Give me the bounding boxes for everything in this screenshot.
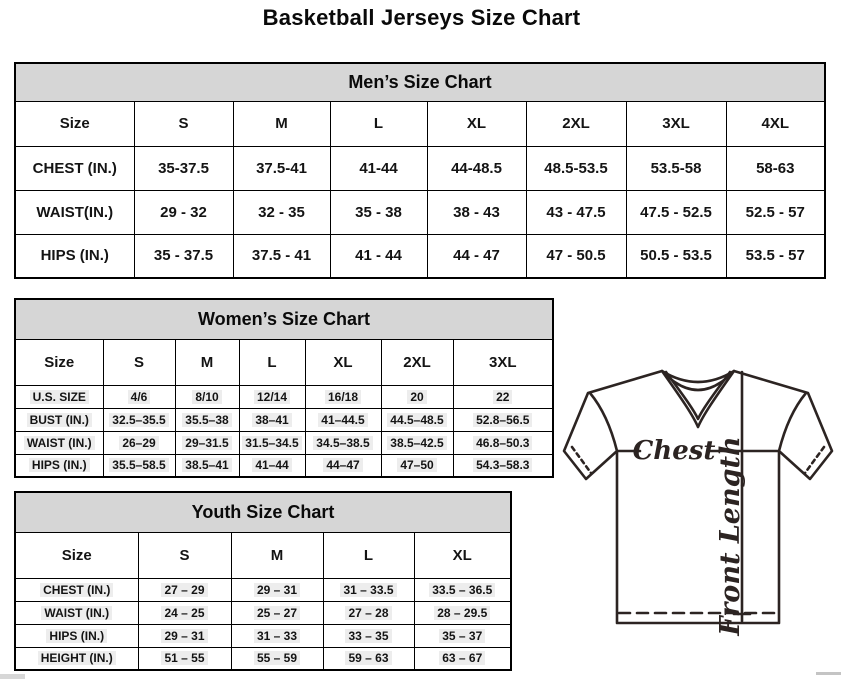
mens-table-row — [15, 234, 825, 278]
cell-value: 59 – 63 — [345, 651, 391, 665]
cell-value: 29 - 32 — [160, 203, 207, 221]
cell-value: 35 – 37 — [439, 629, 485, 643]
cell-value: 37.5-41 — [256, 159, 307, 177]
womens-chart-title: Women’s Size Chart — [15, 299, 553, 339]
cell-value: 29 – 31 — [161, 629, 207, 643]
cell-value: 41–44 — [252, 458, 291, 472]
cell-value: 24 – 25 — [161, 606, 207, 620]
cell-value: 35 - 38 — [355, 203, 402, 221]
womens-table-row — [15, 454, 553, 477]
youth-chart-title: Youth Size Chart — [15, 492, 511, 532]
cell-value: 47–50 — [397, 458, 436, 472]
scrollbar-fragment-left[interactable] — [0, 674, 25, 679]
cell-value: 37.5 - 41 — [251, 247, 312, 265]
cell-value: 32 - 35 — [258, 203, 305, 221]
cell-value: 16/18 — [325, 390, 361, 404]
cell-value: 41–44.5 — [318, 413, 367, 427]
cell-value: 54.3–58.3 — [473, 458, 532, 472]
cell-value: 41 - 44 — [355, 247, 402, 265]
cell-value: 35.5–58.5 — [109, 458, 168, 472]
cell-value: 12/14 — [254, 390, 290, 404]
cell-value: 43 - 47.5 — [546, 203, 606, 221]
mens-column-header: 2XL — [526, 101, 626, 146]
row-label: CHEST (IN.) — [40, 583, 113, 597]
mens-chart-title: Men’s Size Chart — [15, 63, 825, 101]
cell-value: 48.5-53.5 — [544, 159, 608, 177]
cell-value: 31.5–34.5 — [242, 436, 301, 450]
womens-column-header: S — [103, 339, 175, 385]
cell-value: 52.5 - 57 — [745, 203, 805, 221]
cell-value: 31 – 33.5 — [340, 583, 396, 597]
cell-value: 20 — [407, 390, 426, 404]
row-label: HIPS (IN.) — [29, 458, 90, 472]
cell-value: 52.8–56.5 — [473, 413, 532, 427]
womens-column-header: 3XL — [453, 339, 553, 385]
womens-column-header: 2XL — [381, 339, 453, 385]
scrollbar-fragment-right[interactable] — [816, 672, 841, 675]
cell-value: 33 – 35 — [345, 629, 391, 643]
cell-value: 31 – 33 — [254, 629, 300, 643]
cell-value: 29 – 31 — [254, 583, 300, 597]
cell-value: 34.5–38.5 — [313, 436, 372, 450]
youth-column-header: L — [323, 532, 414, 578]
cell-value: 8/10 — [192, 390, 221, 404]
cell-value: 44 - 47 — [453, 247, 500, 265]
cell-value: 35 - 37.5 — [153, 247, 214, 265]
youth-table-row — [15, 601, 511, 624]
row-label: HIPS (IN.) — [40, 247, 109, 265]
cell-value: 27 – 29 — [161, 583, 207, 597]
chest-measure-label: Chest — [632, 436, 716, 466]
youth-table-row — [15, 578, 511, 601]
cell-value: 35-37.5 — [158, 159, 209, 177]
cell-value: 46.8–50.3 — [473, 436, 532, 450]
row-label: WAIST (IN.) — [41, 606, 112, 620]
cell-value: 32.5–35.5 — [109, 413, 168, 427]
cell-value: 50.5 - 53.5 — [640, 247, 712, 265]
row-label: HEIGHT (IN.) — [38, 651, 116, 665]
womens-column-header: Size — [15, 339, 103, 385]
cell-value: 63 – 67 — [439, 651, 485, 665]
cell-value: 38.5–41 — [182, 458, 231, 472]
cell-value: 51 – 55 — [161, 651, 207, 665]
cell-value: 35.5–38 — [182, 413, 231, 427]
mens-column-header: Size — [15, 101, 134, 146]
row-label: CHEST (IN.) — [32, 159, 117, 177]
womens-table-row — [15, 431, 553, 454]
row-label: BUST (IN.) — [27, 413, 92, 427]
cell-value: 27 – 28 — [345, 606, 391, 620]
womens-size-table — [14, 298, 554, 478]
row-label: WAIST(IN.) — [36, 203, 114, 221]
cell-value: 38–41 — [252, 413, 291, 427]
row-label: U.S. SIZE — [30, 390, 89, 404]
cell-value: 47.5 - 52.5 — [640, 203, 712, 221]
page-title: Basketball Jerseys Size Chart — [262, 5, 581, 30]
cell-value: 33.5 – 36.5 — [429, 583, 495, 597]
cell-value: 22 — [493, 390, 512, 404]
mens-table-row — [15, 190, 825, 234]
mens-size-table — [14, 62, 826, 279]
cell-value: 29–31.5 — [182, 436, 231, 450]
front-length-measure-label: Front Length — [715, 436, 746, 636]
youth-column-header: S — [138, 532, 231, 578]
cell-value: 47 - 50.5 — [546, 247, 606, 265]
youth-column-header: XL — [414, 532, 511, 578]
youth-column-header: Size — [15, 532, 138, 578]
womens-column-header: XL — [305, 339, 381, 385]
row-label: HIPS (IN.) — [46, 629, 107, 643]
row-label: WAIST (IN.) — [24, 436, 95, 450]
cell-value: 38.5–42.5 — [387, 436, 446, 450]
mens-column-header: M — [233, 101, 330, 146]
youth-column-header: M — [231, 532, 323, 578]
cell-value: 55 – 59 — [254, 651, 300, 665]
womens-column-header: L — [239, 339, 305, 385]
mens-column-header: 4XL — [726, 101, 825, 146]
cell-value: 44-48.5 — [451, 159, 502, 177]
mens-column-header: L — [330, 101, 427, 146]
cell-value: 44.5–48.5 — [387, 413, 446, 427]
mens-column-header: 3XL — [626, 101, 726, 146]
cell-value: 26–29 — [119, 436, 158, 450]
cell-value: 38 - 43 — [453, 203, 500, 221]
jersey-measurement-diagram — [558, 360, 838, 638]
womens-column-header: M — [175, 339, 239, 385]
youth-table-row — [15, 647, 511, 670]
mens-column-header: S — [134, 101, 233, 146]
cell-value: 53.5 - 57 — [745, 247, 805, 265]
cell-value: 25 – 27 — [254, 606, 300, 620]
youth-size-table — [14, 491, 512, 671]
cell-value: 41-44 — [359, 159, 398, 177]
jersey-outline-shape — [564, 371, 832, 623]
youth-table-row — [15, 624, 511, 647]
womens-table-row — [15, 385, 553, 408]
mens-column-header: XL — [427, 101, 526, 146]
cell-value: 44–47 — [323, 458, 362, 472]
cell-value: 28 – 29.5 — [434, 606, 490, 620]
cell-value: 4/6 — [128, 390, 151, 404]
cell-value: 53.5-58 — [650, 159, 702, 177]
cell-value: 58-63 — [756, 159, 795, 177]
mens-table-row — [15, 146, 825, 190]
womens-table-row — [15, 408, 553, 431]
